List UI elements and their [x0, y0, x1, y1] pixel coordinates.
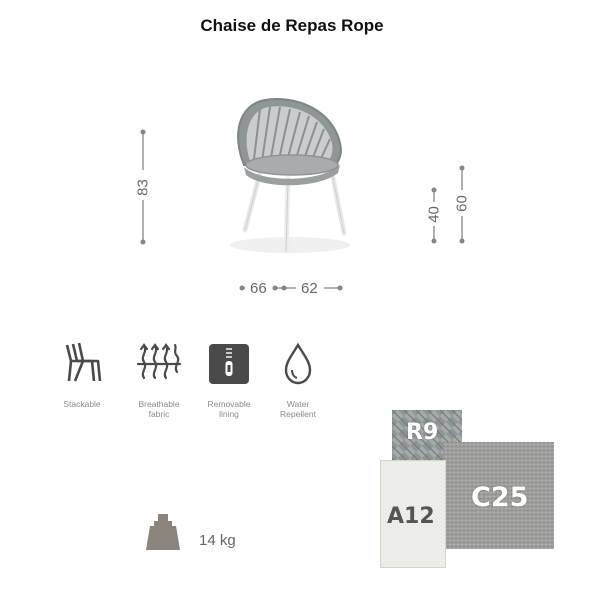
- feature-label-water: Water Repellent: [280, 399, 316, 419]
- depth-value: 62: [301, 280, 318, 297]
- removable-lining-icon: [208, 343, 250, 385]
- feature-label-breathable: Breathable fabric: [138, 399, 180, 419]
- swatch-c25-label: C25: [471, 482, 529, 513]
- weight-icon: [143, 512, 183, 552]
- chair-image: [220, 95, 360, 260]
- feature-label-removable: Removable lining: [207, 399, 251, 419]
- stackable-icon: [62, 341, 102, 385]
- swatch-r9-label: R9: [406, 420, 439, 445]
- width-value: 66: [250, 280, 267, 297]
- page-title: Chaise de Repas Rope: [200, 16, 384, 35]
- seat-height-value: 40: [425, 206, 443, 223]
- height-value: 83: [134, 179, 152, 196]
- weight-value: 14 kg: [199, 532, 236, 549]
- armrest-height-value: 60: [453, 195, 471, 212]
- water-drop-icon: [282, 342, 314, 386]
- feature-label-stackable: Stackable: [63, 399, 101, 409]
- breathable-fabric-icon: [136, 342, 182, 382]
- swatch-a12-label: A12: [387, 504, 435, 529]
